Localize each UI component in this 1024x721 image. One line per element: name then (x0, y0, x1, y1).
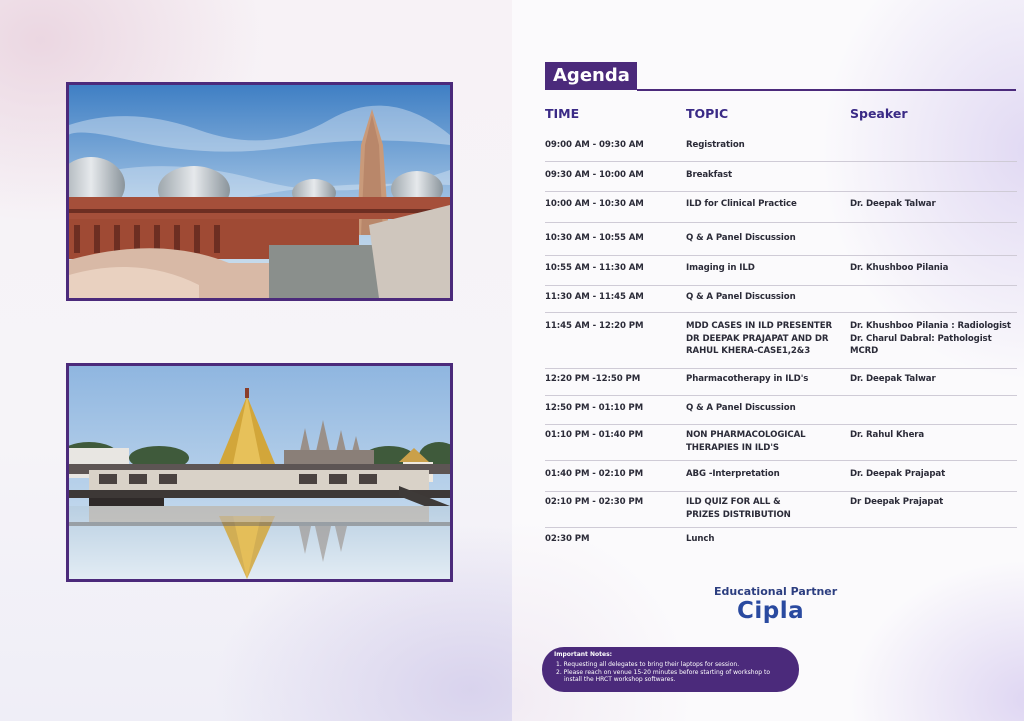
row-topic: NON PHARMACOLOGICAL THERAPIES IN ILD'S (686, 430, 806, 453)
row-time: 02:30 PM (545, 534, 590, 544)
row-topic: MDD CASES IN ILD PRESENTER DR DEEPAK PRAJAPAT AND DR RAHUL KHERA-CASE1,2&3 (686, 321, 832, 356)
row-time: 12:20 PM -12:50 PM (545, 374, 641, 384)
column-header-time: TIME (545, 106, 580, 121)
temple-photo (66, 363, 453, 582)
row-speaker: Dr. Deepak Talwar (850, 199, 936, 209)
cipla-logo: Cipla (737, 598, 805, 624)
row-speaker: Dr. Khushboo Pilania (850, 263, 949, 273)
important-notes-box (542, 647, 799, 692)
agenda-row (545, 369, 1017, 396)
row-time: 10:55 AM - 11:30 AM (545, 263, 644, 273)
agenda-row (545, 162, 1017, 192)
agenda-row (545, 396, 1017, 425)
agenda-row (545, 131, 1017, 162)
row-time: 09:00 AM - 09:30 AM (545, 140, 644, 150)
agenda-row (545, 313, 1017, 369)
architecture-photo (66, 82, 453, 301)
educational-partner-label: Educational Partner (714, 585, 838, 598)
row-time: 02:10 PM - 02:30 PM (545, 497, 644, 507)
row-speaker: Dr Deepak Prajapat (850, 497, 944, 507)
row-time: 01:10 PM - 01:40 PM (545, 430, 644, 440)
row-speaker: Dr. Deepak Prajapat (850, 469, 946, 479)
agenda-row (545, 286, 1017, 313)
row-topic: Pharmacotherapy in ILD's (686, 374, 809, 384)
important-note-item: 1. Requesting all delegates to bring their laptops for session. (556, 660, 740, 668)
row-topic: Breakfast (686, 170, 732, 180)
agenda-row (545, 223, 1017, 256)
row-topic: Imaging in ILD (686, 263, 755, 273)
row-topic: ABG -Interpretation (686, 469, 780, 479)
column-header-topic: TOPIC (686, 106, 729, 121)
agenda-row (545, 192, 1017, 223)
agenda-row (545, 425, 1017, 461)
important-notes-title: Important Notes: (554, 651, 613, 658)
agenda-row (545, 256, 1017, 286)
agenda-row (545, 461, 1017, 492)
column-header-speaker: Speaker (850, 106, 908, 121)
agenda-row (545, 492, 1017, 528)
row-time: 12:50 PM - 01:10 PM (545, 403, 644, 413)
agenda-row (545, 528, 1017, 552)
row-topic: Lunch (686, 534, 715, 544)
agenda-title: Agenda (545, 62, 637, 90)
row-time: 09:30 AM - 10:00 AM (545, 170, 644, 180)
row-topic: Q & A Panel Discussion (686, 233, 796, 243)
row-topic: Registration (686, 140, 745, 150)
row-time: 10:30 AM - 10:55 AM (545, 233, 644, 243)
row-topic: ILD for Clinical Practice (686, 199, 797, 209)
row-time: 11:30 AM - 11:45 AM (545, 292, 644, 302)
row-time: 11:45 AM - 12:20 PM (545, 321, 644, 331)
row-topic: ILD QUIZ FOR ALL & PRIZES DISTRIBUTION (686, 497, 791, 520)
row-topic: Q & A Panel Discussion (686, 403, 796, 413)
agenda-title-rule (637, 89, 1016, 91)
row-topic: Q & A Panel Discussion (686, 292, 796, 302)
row-speaker: Dr. Deepak Talwar (850, 374, 936, 384)
row-time: 10:00 AM - 10:30 AM (545, 199, 644, 209)
row-time: 01:40 PM - 02:10 PM (545, 469, 644, 479)
important-note-item: 2. Please reach on venue 15-20 minutes before starting of workshop to install the HRCT workshop softwares. (556, 668, 771, 684)
temple-photo-image (69, 366, 450, 579)
architecture-photo-image (69, 85, 450, 298)
row-speaker: Dr. Khushboo Pilania : Radiologist Dr. Charul Dabral: Pathologist MCRD (850, 321, 1011, 356)
row-speaker: Dr. Rahul Khera (850, 430, 925, 440)
